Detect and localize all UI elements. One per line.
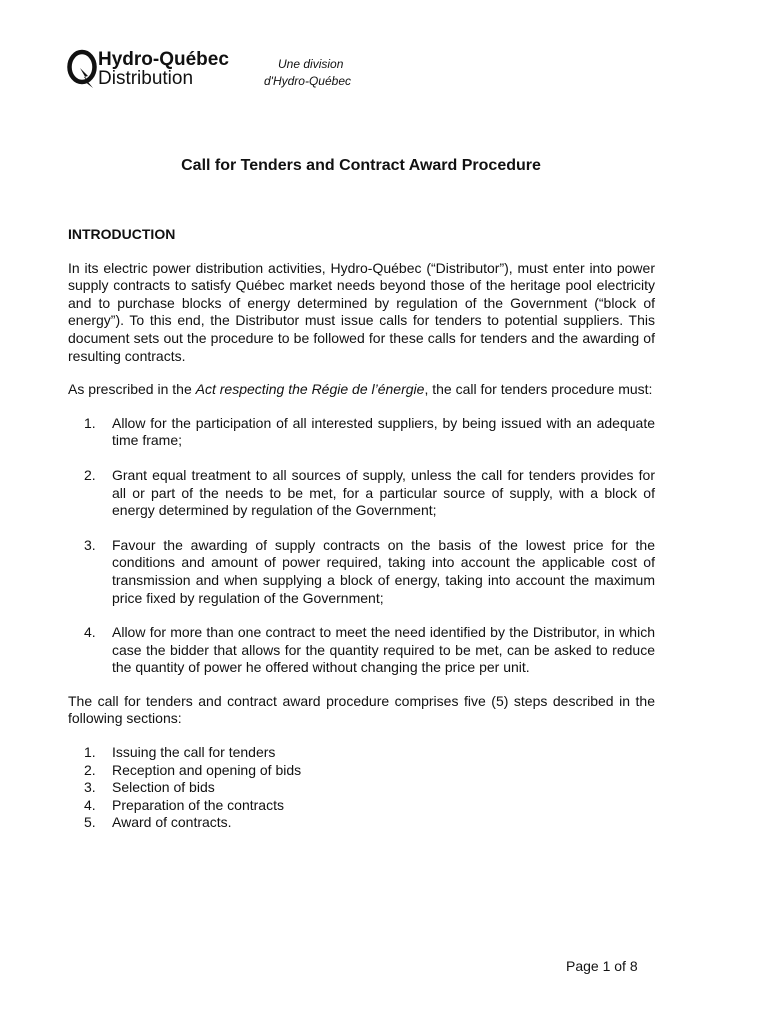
introduction-paragraph-2 — [68, 381, 655, 399]
requirements-list — [68, 415, 655, 677]
list-item-text: Reception and opening of bids — [112, 761, 302, 778]
list-item — [68, 415, 655, 450]
paragraph-2-suffix: , the call for tenders procedure must: — [424, 381, 653, 398]
list-item — [68, 814, 655, 832]
act-title: Act respecting the Régie de l’énergie — [195, 381, 425, 398]
introduction-heading: INTRODUCTION — [68, 226, 176, 242]
page-number: Page 1 of 8 — [566, 958, 638, 974]
list-item — [68, 744, 655, 762]
list-item-number: 4. — [84, 796, 96, 813]
hydro-quebec-logo-mark — [66, 46, 366, 96]
introduction-paragraph-1: In its electric power distribution activities, Hydro-Québec (“Distributor”), must enter into power supply contracts to satisfy Québec market needs beyond those of the heritage pool electricity and to purchase blocks of energy determined by regulation of the Government (“block of energy”). To this end, the Distributor must issue calls for tenders to potential suppliers. This document sets out the procedure to be followed for these calls for tenders and the awarding of resulting contracts. — [68, 259, 655, 364]
document-title: Call for Tenders and Contract Award Procedure — [181, 157, 541, 174]
list-item — [68, 537, 655, 607]
steps-list — [68, 744, 655, 832]
list-item-number: 3. — [84, 536, 96, 553]
list-item-text: Selection of bids — [112, 779, 215, 796]
list-item-number: 4. — [84, 624, 96, 641]
list-item-text: Issuing the call for tenders — [112, 744, 276, 761]
list-item-text: Grant equal treatment to all sources of supply, unless the call for tenders provides for all or part of the needs to be met, for a particular source of supply, with a block of energy determined by regulation of the Government; — [112, 466, 655, 519]
list-item-number: 2. — [84, 761, 96, 778]
introduction-paragraph-3: The call for tenders and contract award procedure comprises five (5) steps described in the following sections: — [68, 692, 655, 727]
list-item — [68, 797, 655, 815]
list-item — [68, 762, 655, 780]
hydro-quebec-logo — [66, 46, 366, 96]
list-item — [68, 779, 655, 797]
list-item-number: 3. — [84, 779, 96, 796]
list-item-number: 2. — [84, 466, 96, 483]
list-item-number: 5. — [84, 814, 96, 831]
logo-tag-line2: d'Hydro-Québec — [264, 74, 351, 88]
list-item-text: Allow for the participation of all interested suppliers, by being issued with an adequate time frame; — [112, 414, 655, 449]
document-body — [68, 226, 655, 848]
logo-brand-line1: Hydro-Québec — [98, 49, 229, 70]
list-item — [68, 467, 655, 520]
list-item-text: Award of contracts. — [112, 814, 232, 831]
list-item-number: 1. — [84, 414, 96, 431]
paragraph-2-prefix: As prescribed in the — [68, 381, 196, 398]
list-item-number: 1. — [84, 744, 96, 761]
logo-tag-line1: Une division — [278, 57, 344, 71]
list-item-text: Preparation of the contracts — [112, 796, 284, 813]
list-item-text: Allow for more than one contract to meet the need identified by the Distributor, in which case the bidder that allows for the quantity required to be met, can be asked to reduce the quantity of power he offered without changing the price per unit. — [112, 624, 655, 676]
logo-brand-line2: Distribution — [98, 68, 194, 89]
list-item-text: Favour the awarding of supply contracts on the basis of the lowest price for the conditions and amount of power required, taking into account the applicable cost of transmission and when supplying a block of energy, taking into account the maximum price fixed by regulation of the Government; — [112, 536, 655, 606]
list-item — [68, 624, 655, 677]
